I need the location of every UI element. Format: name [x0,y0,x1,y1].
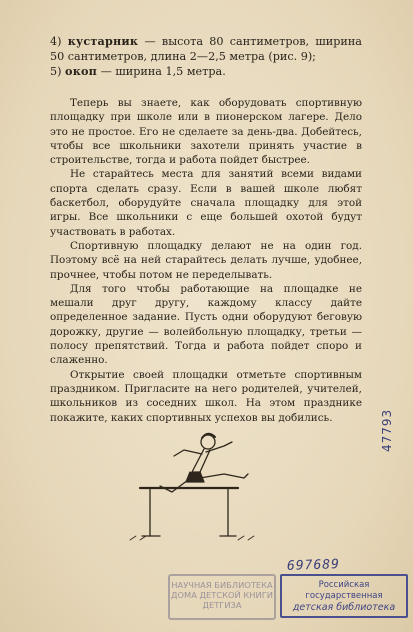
stamp-line: НАУЧНАЯ БИБЛИОТЕКА [171,580,273,590]
hurdle-jumper-illustration [120,428,290,548]
item-number: 5) [50,65,62,78]
paragraph: Для того чтобы работающие на площадке не мешали друг другу, каждому классу дайте определенное задание. Пусть одни оборудуют беговую дорожку, другие — волейбольную площадку, третьи — полосу препятствий. Тогда и работа пойдет споро и слаженно. [50,282,362,367]
list-item-4 [50,34,362,64]
paragraph: Теперь вы знаете, как оборудовать спортивную площадку при школе или в пионерском лагере. Дело это не простое. Его не сделаете за день-два. Добейтесь, чтобы все школьники захотели принять участие в строительстве, тогда и работа пойдет быстрее. [50,97,362,167]
paragraph: Открытие своей площадки отметьте спортивным праздником. Пригласите на него родителей, учителей, школьников из соседних школ. На этом празднике покажите, каких спортивных успехов вы добились. [50,368,362,424]
stamp-line: ДОМА ДЕТСКОЙ КНИГИ [171,590,273,600]
faded-library-stamp [168,574,276,620]
stamp-line: Российская государственная [305,580,383,601]
paragraph: Спортивную площадку делают не на один год. Поэтому всё на ней старайтесь делать лучше, удобнее, прочнее, чтобы потом не переделывать. [50,239,362,281]
stamp-line: детская библиотека [292,602,396,613]
list-item-5 [50,64,362,79]
item-term: кустарник [67,34,139,48]
library-stamp [280,574,408,618]
item-term: окоп [65,64,98,78]
obstacle-list [50,34,362,79]
stamp-line: ДЕТГИЗА [202,600,242,610]
item-number: 4) [50,35,62,48]
inventory-number: 697689 [286,557,341,574]
item-text: — ширина 1,5 метра. [100,65,226,78]
paragraph: Не старайтесь места для занятий всеми видами спорта сделать сразу. Если в вашей школе любят баскетбол, оборудуйте сначала площадку для этой игры. Все школьники с еще большей охотой будут участвовать в работах. [50,168,362,238]
handwritten-side-number: 47793 [380,408,394,452]
item-text: — высота 80 сантиметров, ширина 50 сантиметров, длина 2—2,5 метра (рис. 9); [50,35,362,63]
main-text [50,96,362,425]
